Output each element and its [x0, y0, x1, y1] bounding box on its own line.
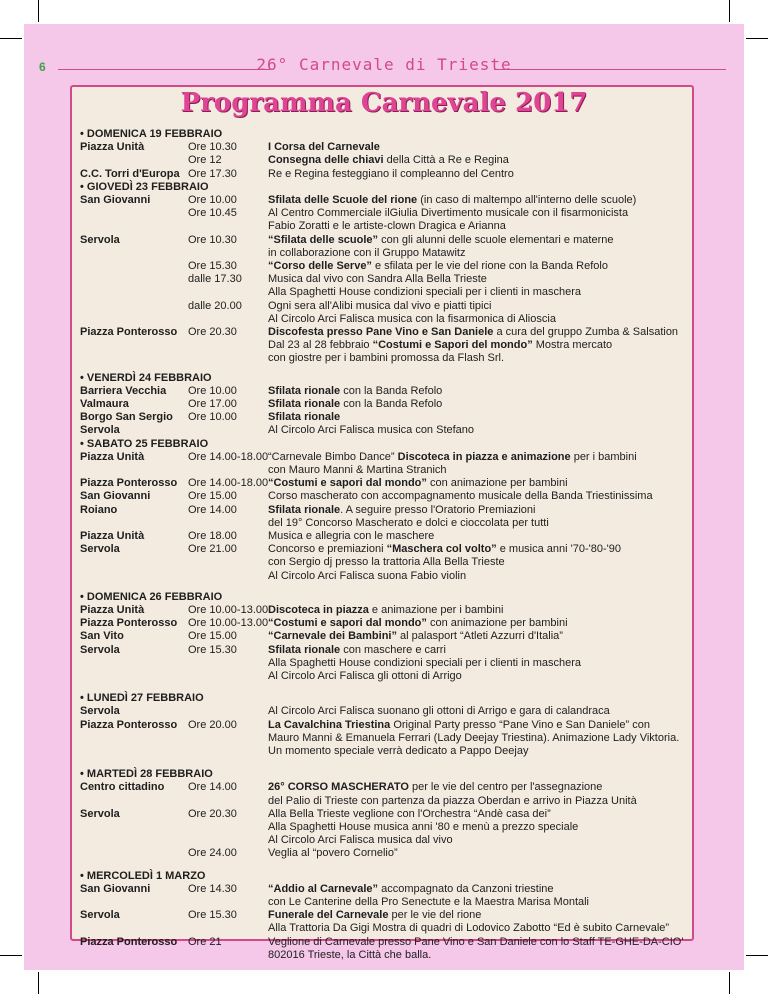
- event-text: Fabio Zoratti e le artiste-clown Dragica e Arianna: [268, 220, 506, 233]
- crop-mark: [0, 955, 22, 956]
- event-text: Al Circolo Arci Falisca musica con Stefano: [268, 424, 475, 437]
- event-highlight: Sfilata rionale: [268, 411, 341, 424]
- event-time: Ore 14.00-18.00: [188, 477, 269, 490]
- event-description: [268, 168, 514, 181]
- event-text: Veglione di Carnevale presso Pane Vino e San Daniele con lo Staff TE-GHE-DA-CIO': [268, 935, 684, 948]
- event-time: Ore 10.00-13.00: [188, 617, 269, 630]
- event-time: Ore 17.00: [188, 398, 237, 410]
- event-place: C.C. Torri d'Europa: [80, 167, 180, 180]
- event-text: Mostra mercato: [532, 339, 613, 352]
- event-highlight: Discoteca in piazza: [268, 604, 369, 616]
- event-place: Barriera Vecchia: [80, 384, 167, 397]
- event-description: [268, 141, 380, 154]
- event-text: per i bambini: [570, 450, 637, 463]
- event-text: Concorso e premiazioni: [268, 543, 387, 556]
- event-text: Al Circolo Arci Falisca musica dal vivo: [268, 834, 453, 847]
- event-description: [268, 705, 610, 718]
- day-heading: • SABATO 25 FEBBRAIO: [80, 437, 209, 450]
- event-time: Ore 15.30: [188, 643, 237, 656]
- event-highlight: Discoteca in piazza e animazione: [397, 450, 571, 463]
- event-description: [268, 464, 447, 477]
- crop-mark: [38, 972, 39, 994]
- event-highlight: Sfilata rionale: [268, 503, 341, 516]
- event-text: Alla Trattoria Da Gigi Mostra di quadri di Lodovico Zabotto “Ed è subito Carnevale”: [268, 922, 670, 935]
- event-place: Valmaura: [80, 398, 129, 410]
- day-heading: • DOMENICA 26 FEBBRAIO: [80, 590, 223, 603]
- event-place: Piazza Unità: [80, 450, 145, 463]
- day-heading: • MARTEDÌ 28 FEBBRAIO: [80, 768, 213, 781]
- event-description: [268, 896, 589, 909]
- event-description: [268, 220, 506, 233]
- event-text: Original Party presso “Pane Vino e San Daniele” con: [390, 718, 650, 731]
- event-description: [268, 194, 636, 207]
- event-time: Ore 20.30: [188, 326, 237, 338]
- day-heading: • MERCOLEDÌ 1 MARZO: [80, 869, 206, 882]
- event-text: Alla Bella Trieste veglione con l'Orchestra “Andè casa dei”: [268, 807, 551, 820]
- event-text: . A seguire presso l'Oratorio Premiazioni: [340, 503, 536, 516]
- event-description: [268, 847, 398, 860]
- event-place: San Giovanni: [80, 882, 151, 895]
- event-time: Ore 14.00-18.00: [188, 450, 269, 463]
- event-highlight: “Costumi e sapori dal mondo”: [268, 477, 427, 490]
- event-description: [268, 234, 613, 247]
- event-place: Piazza Unità: [80, 604, 145, 616]
- event-description: [268, 949, 431, 962]
- event-text: con animazione per bambini: [426, 477, 568, 490]
- event-description: [268, 657, 581, 670]
- event-description: [268, 719, 650, 732]
- crop-mark: [38, 0, 39, 22]
- event-highlight: La Cavalchina Triestina: [268, 718, 391, 731]
- event-text: con la Banda Refolo: [340, 384, 443, 397]
- event-highlight: Discofesta presso Pane Vino e San Daniele: [268, 326, 494, 338]
- event-highlight: Funerale del Carnevale: [268, 909, 389, 922]
- event-text: Musica dal vivo con Sandra Alla Bella Trieste: [268, 273, 487, 286]
- event-place: San Vito: [80, 630, 124, 643]
- event-description: [268, 411, 340, 424]
- event-highlight: “Carnevale dei Bambini”: [268, 630, 397, 643]
- event-time: Ore 14.00: [188, 503, 237, 516]
- event-place: Borgo San Sergio: [80, 411, 173, 424]
- day-heading: • GIOVEDÌ 23 FEBBRAIO: [80, 180, 209, 193]
- event-description: [268, 339, 612, 352]
- event-text: Dal 23 al 28 febbraio: [268, 339, 373, 352]
- event-time: Ore 15.30: [188, 909, 237, 922]
- event-text: Corso mascherato con accompagnamento musicale della Banda Triestinissima: [268, 490, 653, 503]
- event-description: [268, 834, 453, 847]
- event-time: Ore 12: [188, 154, 222, 167]
- event-time: Ore 18.00: [188, 530, 237, 542]
- running-header-title: 26° Carnevale di Trieste: [256, 55, 512, 74]
- event-text: del 19° Concorso Mascherato e dolci e cioccolata per tutti: [268, 516, 549, 529]
- event-place: Piazza Ponterosso: [80, 935, 178, 948]
- event-text: e animazione per i bambini: [368, 604, 504, 616]
- crop-mark: [746, 38, 768, 39]
- crop-mark: [729, 972, 730, 994]
- event-description: [268, 504, 535, 517]
- event-place: Servola: [80, 233, 120, 246]
- event-description: [268, 644, 446, 657]
- event-time: Ore 15.00: [188, 630, 237, 643]
- event-text: Al Centro Commerciale ilGiulia Divertimento musicale con il fisarmonicista: [268, 207, 629, 220]
- event-description: [268, 300, 491, 313]
- event-highlight: Sfilata rionale: [268, 398, 341, 410]
- event-time: Ore 14.30: [188, 882, 237, 895]
- event-highlight: “Maschera col volto”: [386, 543, 497, 556]
- event-description: [268, 154, 509, 167]
- event-highlight: Sfilata delle Scuole del rione: [268, 194, 418, 206]
- event-highlight: “Costumi e Sapori del mondo”: [372, 339, 533, 352]
- crop-mark: [729, 0, 730, 22]
- event-place: Piazza Ponterosso: [80, 477, 178, 490]
- event-place: Servola: [80, 424, 120, 437]
- event-text: Alla Spaghetti House condizioni speciali per i clienti in maschera: [268, 656, 582, 669]
- event-description: [268, 630, 563, 643]
- event-description: [268, 795, 637, 808]
- event-description: [268, 617, 568, 630]
- event-text: in collaborazione con il Gruppo Matawitz: [268, 246, 466, 259]
- event-time: Ore 10.00: [188, 384, 237, 397]
- event-description: [268, 781, 602, 794]
- event-place: Centro cittadino: [80, 781, 165, 794]
- crop-mark: [0, 38, 22, 39]
- page-number: 6: [39, 60, 46, 74]
- event-highlight: Consegna delle chiavi: [268, 154, 384, 167]
- event-description: [268, 260, 608, 273]
- event-time: dalle 17.30: [188, 273, 242, 286]
- event-time: Ore 10.00-13.00: [188, 604, 269, 616]
- event-time: Ore 15.00: [188, 490, 237, 503]
- crop-mark: [746, 955, 768, 956]
- event-text: e sfilata per le vie del rione con la Banda Refolo: [371, 260, 608, 272]
- event-highlight: 26° CORSO MASCHERATO: [268, 781, 409, 794]
- event-time: dalle 20.00: [188, 299, 242, 312]
- event-highlight: Sfilata rionale: [268, 384, 341, 397]
- event-text: a cura del gruppo Zumba & Salsation: [493, 326, 679, 338]
- event-text: “Carnevale Bimbo Dance”: [268, 450, 398, 463]
- event-place: Piazza Ponterosso: [80, 718, 178, 731]
- event-description: [268, 556, 505, 569]
- event-text: con animazione per bambini: [426, 617, 568, 630]
- event-description: [268, 604, 503, 617]
- event-description: [268, 530, 434, 543]
- event-text: Al Circolo Arci Falisca suona Fabio violin: [268, 569, 467, 582]
- event-text: della Città a Re e Regina: [383, 154, 509, 167]
- event-time: Ore 20.00: [188, 718, 237, 731]
- event-highlight: Sfilata rionale: [268, 643, 341, 656]
- event-text: Ogni sera all'Alibi musica dal vivo e piatti tipici: [268, 299, 492, 312]
- event-text: Re e Regina festeggiano il compleanno del Centro: [268, 167, 514, 180]
- event-place: San Giovanni: [80, 490, 151, 503]
- event-place: Servola: [80, 543, 120, 556]
- day-heading: • VENERDÌ 24 FEBBRAIO: [80, 371, 212, 384]
- event-text: con Mauro Manni & Martina Stranich: [268, 464, 447, 476]
- event-text: Alla Spaghetti House condizioni speciali per i clienti in maschera: [268, 286, 582, 299]
- event-time: Ore 10.30: [188, 141, 237, 154]
- event-description: [268, 732, 679, 745]
- event-description: [268, 883, 554, 896]
- event-description: [268, 207, 628, 220]
- event-description: [268, 543, 621, 556]
- event-time: Ore 17.30: [188, 167, 237, 180]
- event-text: Musica e allegria con le maschere: [268, 530, 435, 542]
- event-description: [268, 352, 504, 365]
- event-text: accompagnato da Canzoni triestine: [378, 882, 554, 895]
- event-time: Ore 24.00: [188, 847, 237, 860]
- event-description: [268, 398, 442, 411]
- event-text: con gli alunni delle scuole elementari e materne: [378, 233, 614, 246]
- event-description: [268, 821, 578, 834]
- event-text: Al Circolo Arci Falisca suonano gli ottoni di Arrigo e gara di calandraca: [268, 705, 610, 718]
- event-description: [268, 909, 481, 922]
- event-description: [268, 477, 568, 490]
- event-time: Ore 10.00: [188, 194, 237, 206]
- event-text: per le vie del centro per l'assegnazione: [408, 781, 603, 794]
- event-description: [268, 808, 551, 821]
- event-description: [268, 570, 466, 583]
- event-description: [268, 517, 549, 530]
- event-text: con Sergio dj presso la trattoria Alla Bella Trieste: [268, 556, 505, 569]
- event-text: Al Circolo Arci Falisca musica con la fisarmonica di Alioscia: [268, 312, 556, 325]
- event-place: Piazza Unità: [80, 141, 145, 154]
- event-description: [268, 490, 653, 503]
- event-text: del Palio di Trieste con partenza da piazza Oberdan e arrivo in Piazza Unità: [268, 794, 637, 807]
- event-time: Ore 10.00: [188, 411, 237, 424]
- event-text: per le vie del rione: [388, 909, 482, 922]
- event-highlight: “Costumi e sapori dal mondo”: [268, 617, 427, 630]
- page-title: Programma Carnevale 2017: [180, 88, 588, 118]
- event-place: Servola: [80, 909, 120, 922]
- event-text: Veglia al “povero Cornelio”: [268, 847, 398, 860]
- event-time: Ore 15.30: [188, 260, 237, 272]
- event-text: con maschere e carri: [340, 643, 446, 656]
- event-place: Piazza Unità: [80, 530, 145, 542]
- event-description: [268, 936, 683, 949]
- event-place: Piazza Ponterosso: [80, 326, 178, 338]
- event-text: al palasport “Atleti Azzurri d'Italia”: [397, 630, 563, 643]
- event-time: Ore 14.00: [188, 781, 237, 794]
- event-place: Servola: [80, 705, 120, 718]
- event-time: Ore 21.00: [188, 543, 237, 556]
- event-time: Ore 21: [188, 935, 222, 948]
- event-description: [268, 745, 528, 758]
- event-description: [268, 313, 556, 326]
- event-place: Servola: [80, 807, 120, 820]
- event-time: Ore 10.45: [188, 207, 237, 220]
- event-text: con la Banda Refolo: [340, 398, 443, 410]
- event-description: [268, 326, 678, 339]
- day-heading: • DOMENICA 19 FEBBRAIO: [80, 128, 223, 140]
- event-description: [268, 286, 581, 299]
- event-text: Mauro Manni & Emanuela Ferrari (Lady Deejay Triestina). Animazione Lady Viktoria.: [268, 731, 680, 744]
- event-description: [268, 385, 442, 398]
- event-place: Servola: [80, 643, 120, 656]
- event-time: Ore 20.30: [188, 807, 237, 820]
- event-time: Ore 10.30: [188, 233, 237, 246]
- event-place: Piazza Ponterosso: [80, 617, 178, 630]
- event-place: Roiano: [80, 503, 118, 516]
- event-text: e musica anni '70-'80-'90: [496, 543, 621, 556]
- event-description: [268, 247, 466, 260]
- event-highlight: “Sfilata delle scuole”: [268, 233, 379, 246]
- event-text: (in caso di maltempo all'interno delle scuole): [417, 194, 637, 206]
- event-text: 802016 Trieste, la Città che balla.: [268, 948, 432, 961]
- event-description: [268, 451, 637, 464]
- event-text: con giostre per i bambini promossa da Flash Srl.: [268, 352, 504, 365]
- event-highlight: “Addio al Carnevale”: [268, 882, 379, 895]
- event-highlight: I Corsa del Carnevale: [268, 141, 380, 154]
- event-text: con Le Canterine della Pro Senectute e la Maestra Marisa Montali: [268, 896, 590, 908]
- event-description: [268, 670, 462, 683]
- event-description: [268, 424, 474, 437]
- event-highlight: “Corso delle Serve”: [268, 260, 372, 272]
- event-text: Un momento speciale verrà dedicato a Pappo Deejay: [268, 745, 529, 757]
- day-heading: • LUNEDÌ 27 FEBBRAIO: [80, 692, 204, 705]
- event-text: Al Circolo Arci Falisca gli ottoni di Arrigo: [268, 670, 462, 682]
- event-description: [268, 273, 487, 286]
- event-description: [268, 922, 669, 935]
- event-place: San Giovanni: [80, 194, 151, 206]
- event-text: Alla Spaghetti House musica anni '80 e menù a prezzo speciale: [268, 821, 579, 833]
